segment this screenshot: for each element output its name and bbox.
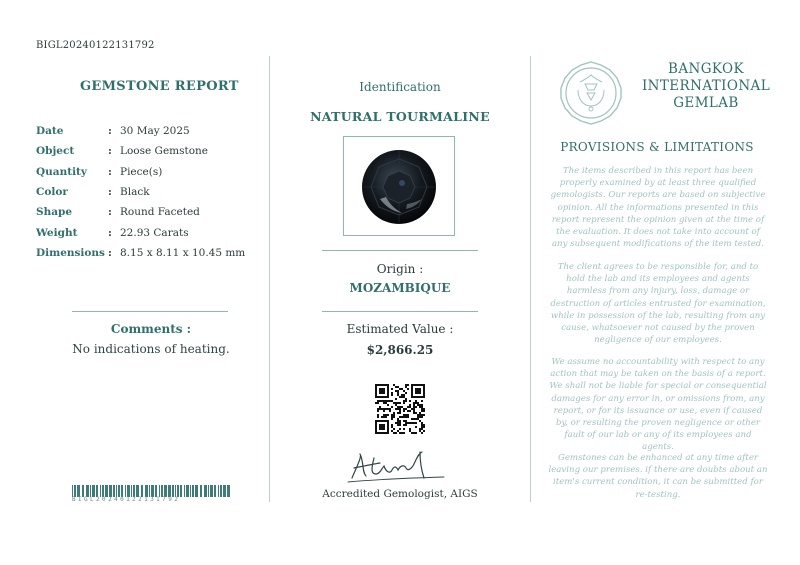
qr-module [405,386,407,388]
qr-module [397,392,399,394]
qr-module [409,400,411,402]
qr-module [393,412,395,414]
qr-module [395,386,397,388]
qr-module [413,418,415,420]
qr-code [375,384,425,434]
qr-module [411,418,413,420]
qr-module [383,402,385,404]
detail-key: Dimensions [36,246,105,259]
lab-name [636,61,776,112]
qr-module [395,408,397,410]
qr-module [419,428,421,430]
qr-module [415,412,417,414]
qr-module [403,428,405,430]
qr-module [395,404,397,406]
qr-module [423,424,425,426]
detail-value: Loose Gemstone [120,145,209,158]
qr-module [407,414,409,416]
provisions-paragraph-1: The items described in this report has been properly examined by at least three qualified gemologists. Our reports are based on subjective opinion. All the informations presented in this report represent the opinion given at the time of the evaluation. It does not take into account of any subsequent modifications of the item tested. [550,166,766,250]
qr-module [387,400,389,402]
column-divider-left [269,56,270,502]
qr-module [405,420,407,422]
qr-module [405,392,407,394]
qr-module [421,428,423,430]
qr-module [393,416,395,418]
qr-module [377,408,379,410]
detail-colon: : [108,246,112,259]
qr-module [397,412,399,414]
qr-module [399,432,401,434]
lab-name-line1: BANGKOK [668,61,744,77]
qr-module [403,420,405,422]
qr-module [405,400,407,402]
details-row-color [36,182,261,202]
qr-module [413,432,415,434]
qr-module [409,406,411,408]
qr-module [397,390,399,392]
qr-module [421,426,423,428]
qr-module [415,418,417,420]
qr-module [377,402,379,404]
qr-module [415,426,417,428]
qr-module [399,420,401,422]
detail-value: 8.15 x 8.11 x 10.45 mm [120,246,246,259]
provisions-paragraph-3: We assume no accountability with respect to any action that may be taken on the basis of a report. We shall not be liable for special or consequential damages for any error in, or omissions from, any report, or for its issuance or use, even if caused by, or resulting the proven negligence or other fault of our lab or any of its employees and agents. [549,357,767,453]
qr-module [403,414,405,416]
column-divider-right [530,56,531,502]
stone-name: NATURAL TOURMALINE [310,109,490,124]
qr-module [405,414,407,416]
value-rule [322,311,478,312]
detail-value: Piece(s) [120,165,163,178]
qr-module [391,414,393,416]
qr-module [403,410,405,412]
qr-module [407,388,409,390]
qr-module [387,414,389,416]
qr-module [407,422,409,424]
qr-module [417,416,419,418]
qr-module [421,400,423,402]
qr-module [403,424,405,426]
provisions-paragraph-2: The client agrees to be responsible for, and to hold the lab and its employees and agents harmless from any injury, loss, damage or destruction of articles entrusted for examination, while in possession of the lab, resulting from any cause, whatsoever not caused by the proven negligence of our employees. [550,262,766,346]
qr-module [391,418,393,420]
qr-module [421,424,423,426]
qr-module [405,416,407,418]
qr-module [403,390,405,392]
lab-name-line2: INTERNATIONAL [641,78,771,94]
qr-module [397,420,399,422]
qr-module [401,394,403,396]
detail-key: Quantity [36,165,88,178]
details-table [36,121,261,263]
qr-module [377,410,379,412]
qr-module [397,394,399,396]
qr-module [409,404,411,406]
qr-module [421,406,423,408]
qr-module [407,416,409,418]
qr-module [413,412,415,414]
qr-module [409,430,411,432]
qr-module [423,410,425,412]
qr-module [403,402,405,404]
report-title: GEMSTONE REPORT [80,79,239,94]
qr-module [409,428,411,430]
qr-module [413,406,415,408]
detail-value: Round Faceted [120,206,200,219]
qr-module [379,388,385,394]
qr-module [389,410,391,412]
qr-module [383,416,385,418]
qr-module [397,408,399,410]
identification-label: Identification [359,80,441,94]
qr-module [413,402,415,404]
qr-module [395,422,397,424]
qr-module [391,424,393,426]
qr-module [393,384,395,386]
qr-module [383,414,385,416]
origin-label: Origin : [376,262,424,276]
report-number: BIGL20240122131792 [36,40,155,51]
qr-module [385,402,387,404]
qr-module [415,402,417,404]
qr-module [423,430,425,432]
qr-module [407,384,409,386]
qr-module [405,408,407,410]
qr-module [419,414,421,416]
qr-module [421,408,423,410]
qr-module [413,404,415,406]
qr-module [395,390,397,392]
estimated-value-label: Estimated Value : [346,322,454,336]
qr-module [391,426,393,428]
qr-module [413,410,415,412]
qr-module [403,394,405,396]
qr-module [393,432,395,434]
provisions-paragraph-4: Gemstones can be enhanced at any time after leaving our premises. if there are doubts about an item's current condition, it can be submitted for re-testing. [548,453,768,500]
qr-module [419,404,421,406]
signature-caption: Accredited Gemologist, AIGS [322,488,478,500]
detail-value: 22.93 Carats [120,226,189,239]
qr-module [375,402,377,404]
qr-module [411,422,413,424]
qr-module [415,432,417,434]
qr-module [393,402,395,404]
qr-module [391,416,393,418]
gemologist-signature [340,446,450,486]
qr-module [417,414,419,416]
barcode-text: BIGL20240122131792 [72,496,181,503]
qr-module [417,402,419,404]
qr-module [397,418,399,420]
qr-module [399,428,401,430]
qr-module [423,414,425,416]
qr-module [381,408,383,410]
qr-module [391,392,393,394]
detail-value: Black [120,186,150,199]
qr-module [399,412,401,414]
qr-module [399,422,401,424]
qr-module [401,388,403,390]
qr-module [417,404,419,406]
qr-module [393,428,395,430]
qr-module [399,402,401,404]
qr-module [415,422,417,424]
qr-module [403,408,405,410]
qr-module [379,400,381,402]
qr-module [421,416,423,418]
qr-module [399,406,401,408]
qr-module [401,432,403,434]
qr-module [423,408,425,410]
qr-module [421,432,423,434]
qr-module [377,414,379,416]
qr-module [391,400,393,402]
qr-module [405,424,407,426]
qr-module [387,408,389,410]
qr-module [409,422,411,424]
qr-module [419,412,421,414]
qr-module [391,430,393,432]
qr-module [417,418,419,420]
gemstone-image [344,137,454,235]
detail-value: 30 May 2025 [120,125,190,138]
qr-module [409,410,411,412]
qr-module [399,424,401,426]
details-row-date [36,121,261,141]
qr-module [407,410,409,412]
qr-module [397,386,399,388]
comments-rule [72,311,228,312]
qr-module [415,388,421,394]
qr-module [399,388,401,390]
details-row-object [36,141,261,161]
origin-value: MOZAMBIQUE [349,281,451,295]
qr-module [381,400,383,402]
qr-module [399,416,401,418]
qr-module [399,408,401,410]
qr-module [403,432,405,434]
details-row-weight [36,222,261,242]
qr-module [403,396,405,398]
lab-name-line3: GEMLAB [673,95,739,111]
qr-module [419,406,421,408]
qr-module [391,388,393,390]
qr-module [423,426,425,428]
qr-module [421,410,423,412]
qr-module [405,398,407,400]
detail-colon: : [108,186,112,199]
estimated-value: $2,866.25 [366,343,434,357]
qr-module [397,422,399,424]
qr-module [387,404,389,406]
qr-module [397,430,399,432]
qr-module [399,396,401,398]
qr-module [381,416,383,418]
qr-module [397,402,399,404]
detail-key: Color [36,186,68,199]
qr-module [379,424,385,430]
details-row-shape [36,202,261,222]
qr-module [397,424,399,426]
gemstone-photo [343,136,455,236]
qr-module [389,408,391,410]
detail-colon: : [108,226,112,239]
qr-module [411,432,413,434]
qr-module [401,396,403,398]
qr-module [385,414,387,416]
provisions-title: PROVISIONS & LIMITATIONS [560,140,754,154]
qr-module [421,404,423,406]
qr-module [415,400,417,402]
detail-colon: : [108,125,112,138]
qr-module [385,416,387,418]
qr-module [377,400,379,402]
qr-module [393,414,395,416]
comments-label: Comments : [110,322,192,336]
qr-module [383,410,385,412]
origin-rule [322,250,478,251]
details-row-quantity [36,162,261,182]
detail-key: Object [36,145,75,158]
qr-module [383,400,385,402]
qr-module [419,416,421,418]
detail-key: Weight [36,226,78,239]
qr-module [419,430,421,432]
qr-module [403,400,405,402]
qr-module [419,420,421,422]
qr-module [377,416,379,418]
qr-module [385,400,387,402]
qr-module [421,422,423,424]
qr-module [401,416,403,418]
qr-module [401,406,403,408]
qr-module [383,408,385,410]
qr-module [391,406,393,408]
qr-module [395,432,397,434]
qr-module [421,414,423,416]
comments-text: No indications of heating. [72,342,230,356]
qr-module [413,408,415,410]
detail-colon: : [108,165,112,178]
detail-key: Shape [36,206,73,219]
qr-module [379,406,381,408]
qr-module [397,406,399,408]
qr-module [385,408,387,410]
detail-key: Date [36,125,64,138]
qr-module [395,402,397,404]
qr-module [411,408,413,410]
qr-module [403,416,405,418]
qr-module [405,422,407,424]
lab-logo [558,60,624,126]
qr-module [399,410,401,412]
qr-module [395,398,397,400]
qr-module [407,406,409,408]
detail-colon: : [108,206,112,219]
details-row-dimensions [36,243,261,263]
qr-module [379,408,381,410]
qr-module [413,422,415,424]
qr-module [391,394,393,396]
qr-module [389,400,391,402]
qr-module [415,406,417,408]
detail-colon: : [108,145,112,158]
qr-module [405,384,407,386]
